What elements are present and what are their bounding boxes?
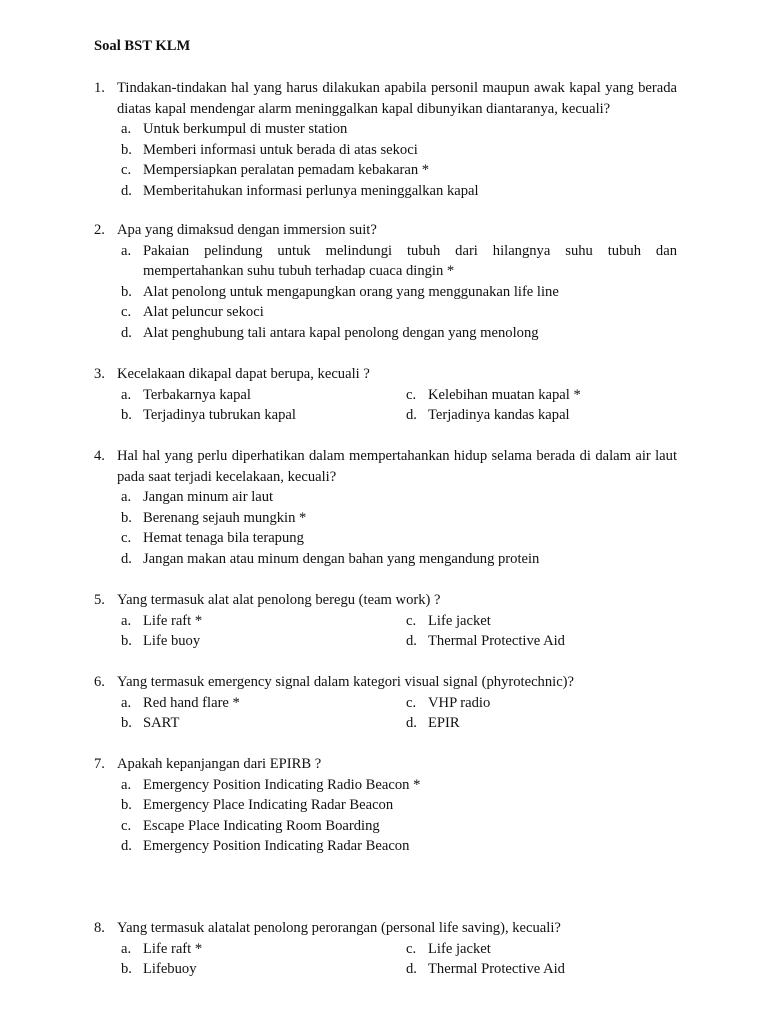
option-letter: b. — [121, 797, 132, 813]
option-text: SART — [143, 715, 180, 731]
option-text: Life raft * — [143, 940, 203, 957]
option-text: Alat penghubung tali antara kapal penolong dengan yang menolong — [143, 324, 539, 341]
option-text: Terjadinya tubrukan kapal — [143, 407, 296, 423]
option-letter: a. — [121, 121, 132, 137]
option-letter: d. — [406, 407, 417, 423]
option-text: Pakaian pelindung untuk melindungi tubuh dari hilangnya suhu tubuh dan mempertahankan suhu tubuh terhadap cuaca dingin * — [143, 242, 677, 279]
option-d — [406, 713, 677, 734]
option-c — [406, 693, 677, 714]
option-text: Memberi informasi untuk berada di atas sekoci — [143, 141, 418, 158]
question-number: 8. — [94, 920, 105, 936]
question-number: 5. — [94, 592, 105, 608]
option-b — [121, 282, 677, 303]
option-text: Jangan minum air laut — [143, 489, 274, 505]
option-letter: d. — [406, 961, 417, 977]
option-a — [121, 693, 406, 714]
option-text: Berenang sejauh mungkin * — [143, 509, 307, 526]
option-c — [406, 611, 677, 632]
option-b — [121, 508, 677, 529]
option-b — [121, 405, 406, 426]
question-text: Yang termasuk alatalat penolong perorangan (personal life saving), kecuali? — [117, 920, 561, 936]
option-d — [121, 181, 677, 202]
option-letter: a. — [121, 694, 132, 711]
option-a — [121, 385, 406, 406]
question-text: Yang termasuk alat alat penolong beregu (team work) ? — [117, 592, 441, 608]
option-letter: b. — [121, 715, 132, 731]
option-letter: d. — [121, 324, 132, 341]
option-b — [121, 713, 406, 734]
option-letter: a. — [121, 242, 132, 259]
option-c — [121, 816, 677, 837]
option-letter: a. — [121, 386, 132, 403]
option-letter: d. — [406, 715, 417, 731]
option-text: Alat peluncur sekoci — [143, 304, 264, 320]
question-text: Kecelakaan dikapal dapat berupa, kecuali ? — [117, 366, 370, 382]
option-letter: b. — [121, 509, 132, 526]
question-text: Apakah kepanjangan dari EPIRB ? — [117, 756, 322, 772]
option-letter: b. — [121, 633, 132, 649]
option-b — [121, 140, 677, 161]
option-text: Alat penolong untuk mengapungkan orang yang menggunakan life line — [143, 283, 559, 300]
option-text: Escape Place Indicating Room Boarding — [143, 817, 380, 834]
option-d — [121, 836, 677, 857]
option-letter: d. — [121, 550, 132, 567]
document-title: Soal BST KLM — [94, 38, 191, 54]
option-text: EPIR — [428, 715, 460, 731]
option-letter: c. — [406, 386, 417, 403]
option-letter: b. — [121, 407, 132, 423]
question-7 — [94, 754, 677, 857]
option-letter: c. — [121, 817, 132, 834]
option-text: Terbakarnya kapal — [143, 386, 251, 403]
option-text: Terjadinya kandas kapal — [428, 407, 570, 423]
question-text: Apa yang dimaksud dengan immersion suit? — [117, 222, 377, 238]
question-8 — [94, 918, 677, 980]
option-letter: c. — [121, 530, 132, 546]
question-4 — [94, 446, 677, 569]
question-3 — [94, 364, 677, 426]
option-a — [121, 241, 677, 282]
question-number: 6. — [94, 674, 105, 690]
option-b — [121, 795, 677, 816]
option-letter: d. — [121, 182, 132, 199]
option-letter: c. — [406, 612, 417, 629]
option-a — [121, 775, 677, 796]
option-b — [121, 959, 406, 980]
option-d — [121, 323, 677, 344]
option-letter: a. — [121, 940, 132, 957]
option-a — [121, 611, 406, 632]
option-text: Memberitahukan informasi perlunya meninggalkan kapal — [143, 182, 479, 199]
option-text: Emergency Position Indicating Radio Beacon * — [143, 776, 421, 793]
option-letter: c. — [121, 304, 132, 320]
option-text: Hemat tenaga bila terapung — [143, 530, 304, 546]
question-number: 4. — [94, 448, 105, 464]
option-text: Lifebuoy — [143, 961, 197, 977]
option-d — [406, 405, 677, 426]
option-text: Jangan makan atau minum dengan bahan yang mengandung protein — [143, 550, 540, 567]
question-5 — [94, 590, 677, 652]
option-a — [121, 939, 406, 960]
question-number: 2. — [94, 222, 105, 238]
option-letter: d. — [406, 633, 417, 649]
option-letter: b. — [121, 141, 132, 158]
option-text: Emergency Position Indicating Radar Beacon — [143, 838, 410, 854]
question-number: 1. — [94, 80, 105, 96]
question-number: 3. — [94, 366, 105, 382]
question-number: 7. — [94, 756, 105, 772]
option-text: Life raft * — [143, 612, 203, 629]
option-c — [121, 302, 677, 323]
question-6 — [94, 672, 677, 734]
option-text: Thermal Protective Aid — [428, 961, 565, 977]
option-c — [406, 385, 677, 406]
option-text: Life jacket — [428, 612, 491, 629]
option-text: Life jacket — [428, 940, 491, 957]
option-letter: d. — [121, 838, 132, 854]
question-text: Tindakan-tindakan hal yang harus dilakukan apabila personil maupun awak kapal yang berada diatas kapal mendengar alarm meninggalkan kapal dibunyikan diantaranya, kecuali? — [117, 80, 677, 117]
option-letter: a. — [121, 612, 132, 629]
option-letter: a. — [121, 776, 132, 793]
option-d — [121, 549, 677, 570]
question-1 — [94, 78, 677, 201]
option-text: Untuk berkumpul di muster station — [143, 121, 348, 137]
option-letter: b. — [121, 961, 132, 977]
option-text: Mempersiapkan peralatan pemadam kebakaran * — [143, 162, 430, 178]
question-text: Yang termasuk emergency signal dalam kategori visual signal (phyrotechnic)? — [117, 674, 575, 690]
question-text: Hal hal yang perlu diperhatikan dalam mempertahankan hidup selama berada di dalam air laut pada saat terjadi kecelakaan, kecuali? — [117, 448, 677, 485]
option-text: Emergency Place Indicating Radar Beacon — [143, 797, 394, 813]
option-text: Thermal Protective Aid — [428, 633, 565, 649]
option-b — [121, 631, 406, 652]
option-text: Life buoy — [143, 633, 201, 649]
option-text: VHP radio — [428, 694, 491, 711]
option-a — [121, 487, 677, 508]
option-text: Kelebihan muatan kapal * — [428, 386, 581, 403]
option-c — [121, 160, 677, 181]
option-letter: c. — [406, 694, 417, 711]
option-letter: b. — [121, 283, 132, 300]
option-a — [121, 119, 677, 140]
option-d — [406, 631, 677, 652]
option-c — [121, 528, 677, 549]
option-c — [406, 939, 677, 960]
option-letter: c. — [406, 940, 417, 957]
option-letter: a. — [121, 489, 132, 505]
option-d — [406, 959, 677, 980]
question-2 — [94, 220, 677, 343]
option-text: Red hand flare * — [143, 694, 240, 711]
option-letter: c. — [121, 162, 132, 178]
